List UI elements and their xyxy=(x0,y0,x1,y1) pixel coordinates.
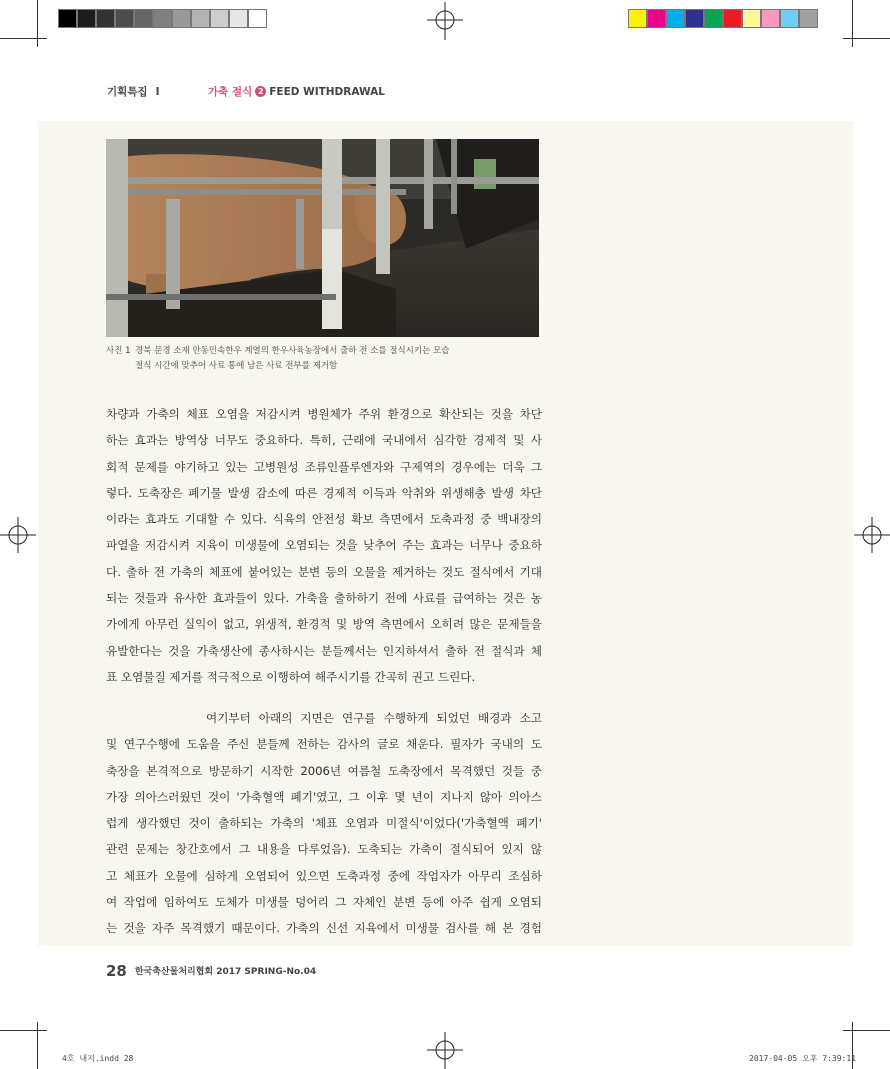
p2-line: 여기부터 아래의 지면은 연구를 수행하게 되었던 배경과 소고 xyxy=(206,711,542,725)
p2-line: 관련 문제는 창간호에서 그 내용을 다루었음). 도축되는 가축이 절식되어 있지 않 xyxy=(106,842,542,857)
p2-line: 고 체표가 오물에 심하게 오염되어 있으면 도축과정 중에 작업자가 아무리 조심하 xyxy=(106,868,542,883)
header-topic-en: FEED WITHDRAWAL xyxy=(269,86,385,98)
registration-mark-bottom-icon xyxy=(425,1030,465,1069)
cmyk-color-bar xyxy=(628,9,818,28)
registration-mark-right-icon xyxy=(852,515,890,555)
body-paragraph-2 xyxy=(106,705,542,942)
p1-line: 표 오염물질 제거를 적극적으로 이행하여 해주시기를 간곡히 권고 드린다. xyxy=(106,669,476,684)
header-number-badge: 2 xyxy=(255,86,266,97)
cattle-photo xyxy=(106,139,539,337)
p1-line: 가에게 아무런 실익이 없고, 위생적, 환경적 및 방역 측면에서 오히려 많은 문제들을 xyxy=(106,617,542,632)
gray-color-bar xyxy=(58,9,267,28)
p2-line: 럽게 생각했던 것이 출하되는 가축의 '체표 오염과 미절식'이었다('가축혈액 폐기' xyxy=(106,816,542,831)
p1-line: 다. 출하 전 가축의 체표에 붙어있는 분변 등의 오물을 제거하는 것도 절식에서 기대 xyxy=(106,564,542,579)
p1-line: 이라는 효과도 기대할 수 있다. 식육의 안전성 확보 측면에서 도축과정 중 백내장의 xyxy=(106,512,542,527)
p1-line: 차량과 가축의 체표 오염을 저감시켜 병원체가 주위 환경으로 확산되는 것을 차단 xyxy=(106,407,542,421)
p2-line: 가장 의아스러웠던 것이 '가축혈액 폐기'였고, 그 이후 몇 년이 지나지 않아 의아스 xyxy=(106,789,542,804)
caption-text-1: 경북 문경 소재 안동민속한우 계열의 한우사육농장에서 출하 전 소를 절식시키는 모습 xyxy=(135,346,450,356)
p1-line: 되는 것들과 유사한 효과들이 있다. 가축을 출하하기 전에 사료를 급여하는 것은 농 xyxy=(106,591,542,606)
header-section: 기획특집 xyxy=(107,86,148,98)
p1-line: 유발한다는 것을 가축생산에 종사하시는 분들께서는 인지하셔서 출하 전 절식과 체 xyxy=(106,643,542,658)
running-header xyxy=(107,84,385,99)
registration-mark-left-icon xyxy=(0,515,38,555)
p1-line: 파열을 저감시켜 지육이 미생물에 오염되는 것을 낮추어 주는 효과는 너무나 중요하 xyxy=(106,538,542,553)
slug-file-name: 4호 내지.indd 28 xyxy=(62,1054,134,1063)
header-topic-ko: 가축 절식 xyxy=(208,86,253,98)
publication-name: 한국축산물처리협회 2017 SPRING-No.04 xyxy=(134,967,317,977)
header-separator: I xyxy=(155,86,160,98)
p1-line: 회적 문제를 야기하고 있는 고병원성 조류인플루엔자와 구제역의 경우에는 더욱 그 xyxy=(106,459,542,474)
registration-mark-top-icon xyxy=(425,2,465,42)
slug-timestamp: 2017-04-05 오후 7:39:11 xyxy=(749,1054,856,1063)
photo-caption xyxy=(106,344,449,374)
p2-line: 및 연구수행에 도움을 주신 분들께 전하는 감사의 글로 채운다. 필자가 국내의 도 xyxy=(106,737,542,752)
p2-line: 는 것을 자주 목격했기 때문이다. 가축의 신선 지육에서 미생물 검사를 해 본 경험 xyxy=(106,921,542,936)
caption-text-2: 절식 시간에 맞추어 사료 통에 남은 사료 전부를 제거함 xyxy=(135,361,338,371)
body-paragraph-1 xyxy=(106,401,542,690)
page-footer xyxy=(106,962,316,980)
p1-line: 렇다. 도축장은 폐기물 발생 감소에 따른 경제적 이득과 악취와 위생해충 발생 차단 xyxy=(106,485,542,500)
p2-line: 여 작업에 임하여도 도체가 미생물 덩어리 그 자체인 분변 등에 아주 쉽게 오염되 xyxy=(106,895,542,910)
page-number: 28 xyxy=(106,962,127,980)
cattle-barn-icon xyxy=(106,139,539,337)
header-topic xyxy=(208,84,385,99)
p1-line: 하는 효과는 방역상 너무도 중요하다. 특히, 근래에 국내에서 심각한 경제적 및 사 xyxy=(106,433,542,448)
caption-label: 사진 1 xyxy=(106,346,131,356)
caption-line-1 xyxy=(106,344,449,359)
p2-line: 축장을 본격적으로 방문하기 시작한 2006년 여름철 도축장에서 목격했던 것들 중 xyxy=(106,763,542,778)
